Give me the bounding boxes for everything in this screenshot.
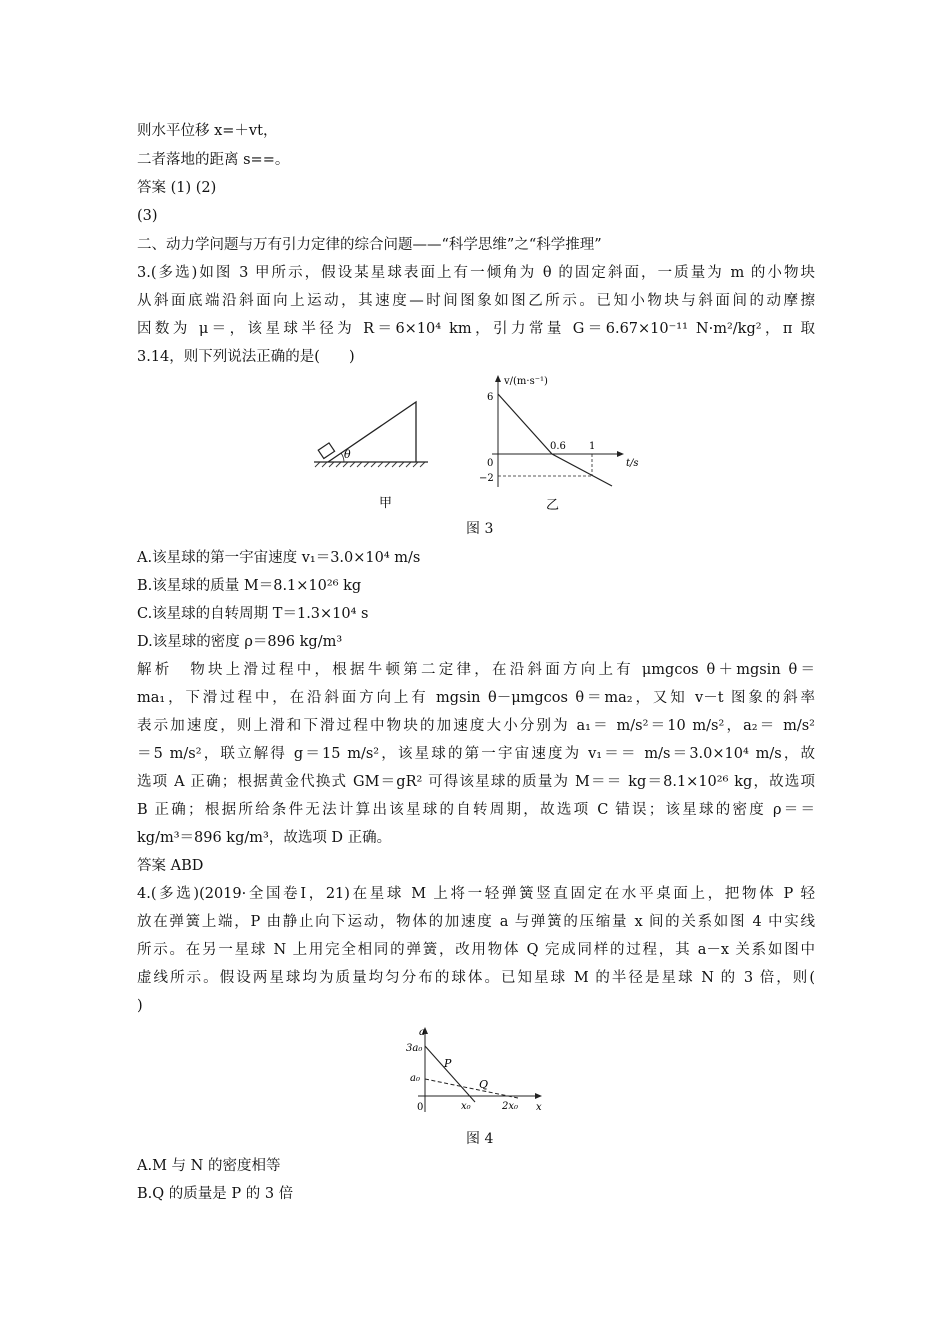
tick-label-0.6: 0.6 xyxy=(550,441,566,452)
figure-3-caption: 图 3 xyxy=(466,521,494,537)
question-4-line: ) xyxy=(137,998,143,1014)
option-a: A.M 与 N 的密度相等 xyxy=(137,1158,281,1174)
small-block xyxy=(318,443,334,459)
option-b: B.该星球的质量 M＝8.1×10²⁶ kg xyxy=(137,578,362,594)
option-b: B.Q 的质量是 P 的 3 倍 xyxy=(137,1186,294,1202)
section-heading: 二、动力学问题与万有引力定律的综合问题——“科学思维”之“科学推理” xyxy=(137,237,602,253)
tick-label-3a0: 3a₀ xyxy=(406,1043,423,1054)
t-axis-arrow xyxy=(617,451,624,457)
text-line: (3) xyxy=(137,208,158,224)
solution-line: 选项 A 正确；根据黄金代换式 GM＝gR² 可得该星球的质量为 M＝＝ kg＝8.1×10²⁶ kg，故选项 xyxy=(137,774,815,790)
tick-label-2x0: 2x₀ xyxy=(502,1101,519,1112)
tick-label-6: 6 xyxy=(487,392,494,403)
x-axis-label: x xyxy=(536,1102,542,1113)
figure-4-ax-graph xyxy=(400,1022,560,1117)
tick-label-x0: x₀ xyxy=(461,1101,471,1112)
figure-3-jia-label: 甲 xyxy=(379,496,393,510)
tick-label-minus-2: −2 xyxy=(479,473,494,484)
solution-line: B 正确；根据所给条件无法计算出该星球的自转周期，故选项 C 错误；该星球的密度 ρ＝＝ xyxy=(137,802,815,818)
ground-hatching xyxy=(315,462,425,467)
answer-line: 答案 ABD xyxy=(137,858,204,874)
velocity-line xyxy=(498,394,612,486)
tick-label-origin: 0 xyxy=(417,1102,424,1113)
tick-label-a0: a₀ xyxy=(410,1073,420,1084)
question-3-line: 因数为 μ＝，该星球半径为 R＝6×10⁴ km，引力常量 G＝6.67×10⁻¹¹ N·m²/kg²，π 取 xyxy=(137,321,815,337)
solution-line: ＝5 m/s²，联立解得 g＝15 m/s²，该星球的第一宇宙速度为 v₁＝＝ m/s＝3.0×10⁴ m/s，故 xyxy=(137,746,815,762)
solution-line: 解析 物块上滑过程中，根据牛顿第二定律，在沿斜面方向上有 μmgcos θ＋mgsin θ＝ xyxy=(137,662,815,678)
figure-4-caption: 图 4 xyxy=(466,1131,494,1147)
question-3-line: 3.(多选)如图 3 甲所示，假设某星球表面上有一倾角为 θ 的固定斜面，一质量为 m 的小物块 xyxy=(137,265,815,281)
question-4-line: 所示。在另一星球 N 上用完全相同的弹簧，改用物体 Q 完成同样的过程，其 a－x 关系如图中 xyxy=(137,942,815,958)
theta-label: θ xyxy=(344,448,351,461)
question-4-line: 虚线所示。假设两星球均为质量均匀分布的球体。已知星球 M 的半径是星球 N 的 3 倍，则( xyxy=(137,970,815,986)
dashed-line-Q xyxy=(425,1079,518,1098)
figure-3-yi-label: 乙 xyxy=(546,498,560,512)
option-c: C.该星球的自转周期 T＝1.3×10⁴ s xyxy=(137,606,369,622)
tick-label-1: 1 xyxy=(589,441,596,452)
question-4-line: 放在弹簧上端，P 由静止向下运动，物体的加速度 a 与弹簧的压缩量 x 间的关系如图 4 中实线 xyxy=(137,914,815,930)
t-axis-label: t/s xyxy=(626,458,639,469)
x-axis-arrow xyxy=(535,1093,542,1099)
v-axis-arrow xyxy=(495,375,501,382)
tick-label-origin: 0 xyxy=(487,458,494,469)
text-line: 二者落地的距离 s==。 xyxy=(137,152,290,168)
question-3-line: 3.14，则下列说法正确的是( ) xyxy=(137,349,355,365)
text-line: 则水平位移 x=＋vt， xyxy=(137,123,278,139)
question-3-line: 从斜面底端沿斜面向上运动，其速度—时间图象如图乙所示。已知小物块与斜面间的动摩擦 xyxy=(137,293,815,309)
solid-line-P xyxy=(425,1046,475,1102)
question-4-line: 4.(多选)(2019·全国卷Ⅰ，21)在星球 M 上将一轻弹簧竖直固定在水平桌面上，把物体 P 轻 xyxy=(137,886,815,902)
solution-line: ma₁，下滑过程中，在沿斜面方向上有 mgsin θ－μmgcos θ＝ma₂，又知 v－t 图象的斜率 xyxy=(137,690,815,706)
a-axis-label: a xyxy=(419,1027,425,1038)
option-d: D.该星球的密度 ρ＝896 kg/m³ xyxy=(137,634,343,650)
label-Q: Q xyxy=(479,1078,489,1091)
label-P: P xyxy=(444,1057,452,1070)
v-axis-label: v/(m·s⁻¹) xyxy=(504,376,548,387)
solution-line: kg/m³＝896 kg/m³，故选项 D 正确。 xyxy=(137,830,392,846)
option-a: A.该星球的第一宇宙速度 v₁＝3.0×10⁴ m/s xyxy=(137,550,421,566)
figure-3-jia xyxy=(300,390,440,510)
figure-3-yi-vt-graph xyxy=(470,372,650,512)
solution-line: 表示加速度，则上滑和下滑过程中物块的加速度大小分别为 a₁＝ m/s²＝10 m/s²，a₂＝ m/s² xyxy=(137,718,815,734)
answer-line: 答案 (1) (2) xyxy=(137,180,217,196)
